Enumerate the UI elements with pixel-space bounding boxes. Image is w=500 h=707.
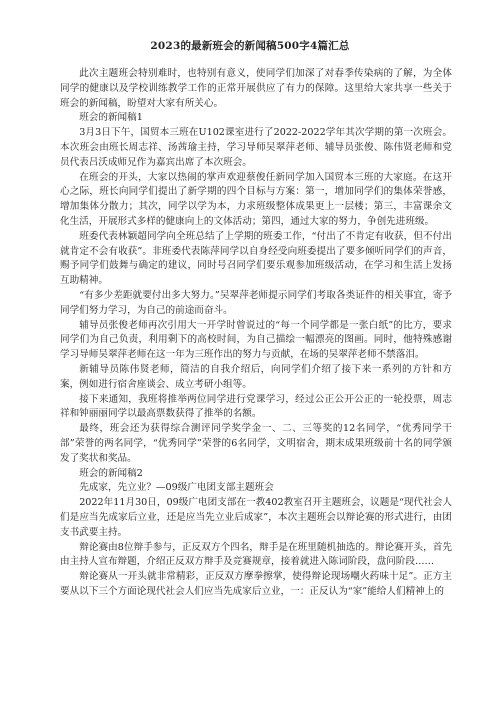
paragraph: 辩论赛由8位辩手参与，正反双方个四名，辩手是在班里随机抽选的。辩论赛开头，首先由主持人宣布辩题，介绍正反双方辩手及竞赛规章，接着就进入陈词阶段，盘问阶段……	[60, 541, 452, 568]
section-heading-2: 班会的新闻稿2	[79, 467, 143, 479]
paragraph: “有多少差距就要付出多大努力。”吴翠萍老师提示同学们考取各类证件的相关事宜，寄予同学们努力学习，为自己的前途而奋斗。	[60, 289, 452, 316]
section-heading-1: 班会的新闻稿1	[79, 112, 143, 124]
paragraph-intro: 此次主题班会特别难时，也特别有意义，使同学们加深了对春季传染病的了解，为全体同学的健康以及学校训练教学工作的正常开展供应了有力的保障。这里给大家共享一些关于班会的新闻稿，盼望对大家有所关心。	[60, 68, 452, 109]
paragraph: 班委代表林颖超同学向全班总结了上学期的班委工作，“付出了不肯定有收获，但不付出就肯定不会有收获”。非班委代表陈萍同学以自身经受向班委提出了要多倾听同学们的声音，赐予同学们鼓舞与确定的建议，同时号召同学们要乐观参加班级活动，在学习和生活上发扬互助精神。	[60, 230, 452, 287]
paragraph: 新辅导员陈伟贤老师，简洁的自我介绍后，向同学们介绍了接下来一系列的方针和方案，例如进行宿舍座谈会、成立考研小组等。	[60, 363, 452, 390]
document-title: 2023的最新班会的新闻稿500字4篇汇总	[150, 40, 350, 52]
paragraph: 最终，班会还为获得综合测评同学奖学金一、二、三等奖的12名同学，“优秀同学干部”荣誉的两名同学，“优秀同学”荣誉的6名同学，文明宿舍，期末成果班级前十名的同学颁发了奖状和奖品。	[60, 423, 452, 464]
paragraph: 2022年11月30日，09级广电团支部在一教402教室召开主题班会，议题是“现代社会人们是应当先成家后立业，还是应当先立业后成家”，本次主题班会以辩论赛的形式进行，由团支书武要主持。	[60, 497, 452, 538]
document-body	[60, 67, 452, 600]
paragraph: 在班会的开头，大家以热闹的掌声欢迎蔡俊任新同学加入国贸本三班的大家庭。在这开心之际，班长向同学们提出了新学期的四个目标与方案：第一，增加同学们的集体荣誉感，增加集体分散力；其次，同学以学为本，力求班级整体成果更上一层楼；第三，丰富课余文化生活，开展形式多样的健康向上的文体活动；第四，通过大家的努力，争创先进班级。	[60, 171, 452, 227]
paragraph: 辩论赛从一开头就非常精彩，正反双方摩拳擦掌，使得辩论现场嘲火药味十足”。正方主要从以下三个方面论现代社会人们应当先成家后立业，一：正反认为“家”能给人们精神上的	[60, 571, 452, 597]
paragraph: 3月3日下午，国贸本三班在U102课室进行了2022-2022学年其次学期的第一次班会。本次班会由班长周志祥、汤茜瑜主持，学习导师吴翠萍老师、辅导员张俊、陈伟贤老师和党员代表吕沃成师兄作为嘉宾出席了本次班会。	[60, 127, 452, 168]
paragraph: 先成家，先立业？—09级广电团支部主题班会	[79, 482, 274, 494]
paragraph: 辅导员张俊老师再次引用大一开学时曾说过的“每一个同学都是一张白纸”的比方，要求同学们为自己负责，利用剩下的高校时间，为自己描绘一幅漂亮的图画。同时，他特殊感谢学习导师吴翠萍老师在这一年为三班作出的努力与贡献，在场的吴翠萍老师不禁落泪。	[60, 319, 452, 361]
paragraph: 接下来通知，我班将推举两位同学进行党课学习，经过公正公开公正的一轮投票，周志祥和钟丽丽同学以最高票数获得了推举的名额。	[60, 393, 452, 420]
